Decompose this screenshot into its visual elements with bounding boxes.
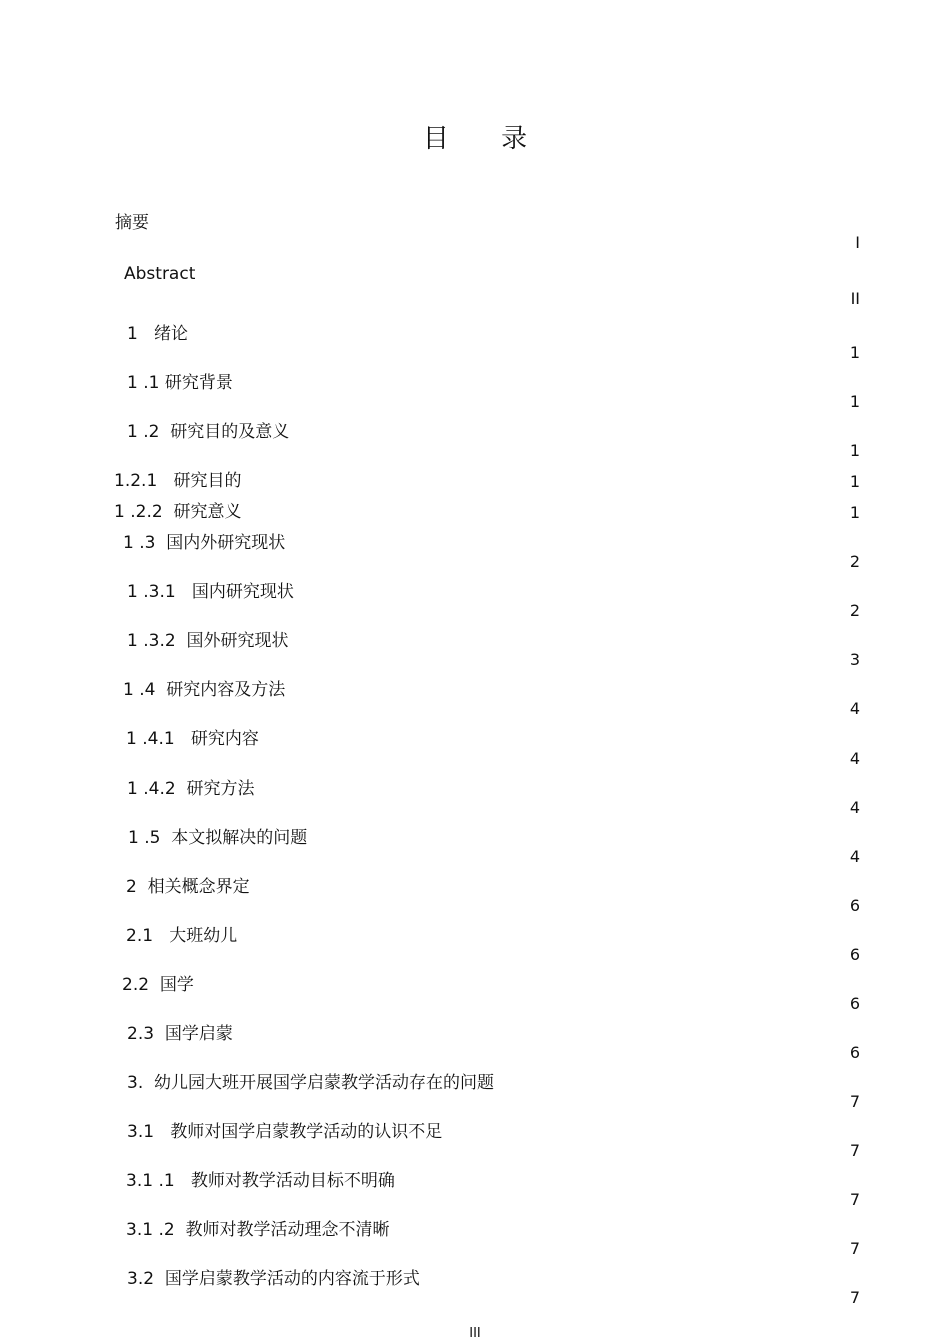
toc-entry-label: 1 .2 研究目的及意义 (127, 422, 290, 442)
toc-entry-page: 7 (849, 1092, 860, 1111)
toc-entry-label: 1 .4.1 研究内容 (126, 729, 259, 749)
toc-entry-label: 1.2.1 研究目的 (114, 471, 242, 491)
toc-entry-page: 1 (849, 392, 860, 411)
toc-entry-label: 1 .5 本文拟解决的问题 (128, 828, 308, 848)
toc-entry-label: 3.1 .1 教师对教学活动目标不明确 (126, 1171, 395, 1191)
page-title: 目 录 (422, 124, 550, 154)
toc-entry-label: 3.1 教师对国学启蒙教学活动的认识不足 (127, 1122, 443, 1142)
toc-entry-page: 2 (849, 552, 860, 571)
toc-entry-label: 1 绪论 (127, 324, 189, 344)
toc-entry-label: 1 .4.2 研究方法 (127, 779, 255, 799)
toc-entry-page: 7 (849, 1239, 860, 1258)
toc-entry-label: 2 相关概念界定 (126, 877, 250, 897)
toc-entry-page: 1 (849, 472, 860, 491)
toc-entry-page: 4 (849, 699, 860, 718)
toc-entry-page: 4 (849, 798, 860, 817)
page-number-footer: III (469, 1326, 481, 1341)
toc-entry-label: 1 .3.1 国内研究现状 (127, 582, 294, 602)
toc-entry-page: I (855, 233, 860, 252)
toc-entry-page: 6 (849, 945, 860, 964)
toc-entry-page: 7 (849, 1288, 860, 1307)
toc-entry-label: 2.3 国学启蒙 (127, 1024, 233, 1044)
toc-entry-label: 1 .3.2 国外研究现状 (127, 631, 289, 651)
toc-entry-label: 1 .3 国内外研究现状 (123, 533, 286, 553)
toc-entry-label: 摘要 (115, 213, 149, 233)
toc-entry-label: 1 .4 研究内容及方法 (123, 680, 286, 700)
toc-entry-page: 2 (849, 601, 860, 620)
toc-entry-label: 1 .2.2 研究意义 (114, 502, 242, 522)
toc-entry-page: 4 (849, 749, 860, 768)
toc-entry-page: 3 (849, 650, 860, 669)
toc-entry-label: 3.1 .2 教师对教学活动理念不清晰 (126, 1220, 390, 1240)
toc-entry-page: 6 (849, 896, 860, 915)
toc-entry-label: 2.2 国学 (122, 975, 194, 995)
toc-entry-page: 1 (849, 441, 860, 460)
toc-entry-page: 7 (849, 1141, 860, 1160)
toc-entry-page: 1 (849, 343, 860, 362)
toc-entry-label: 3. 幼儿园大班开展国学启蒙教学活动存在的问题 (127, 1073, 495, 1093)
toc-entry-label: 3.2 国学启蒙教学活动的内容流于形式 (127, 1269, 420, 1289)
toc-entry-page: 6 (849, 1043, 860, 1062)
toc-entry-page: 4 (849, 847, 860, 866)
toc-entry-page: II (850, 289, 860, 308)
toc-entry-label: Abstract (124, 264, 196, 284)
toc-entry-page: 6 (849, 994, 860, 1013)
toc-entry-page: 7 (849, 1190, 860, 1209)
toc-entry-page: 1 (849, 503, 860, 522)
toc-entry-label: 2.1 大班幼儿 (126, 926, 238, 946)
toc-entry-label: 1 .1 研究背景 (127, 373, 233, 393)
